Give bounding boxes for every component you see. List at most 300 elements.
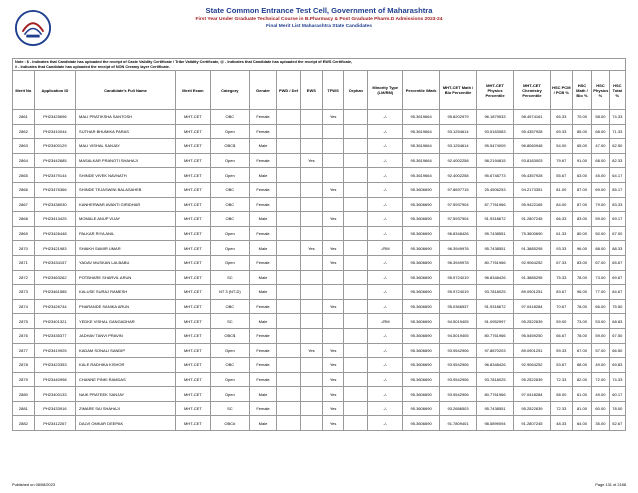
table-cell [322,168,344,183]
table-row [13,226,626,241]
table-row [13,328,626,343]
table-cell: MALI VISHAL SANJAY [76,139,176,154]
table-cell [344,168,368,183]
table-cell [300,226,322,241]
table-cell: MHT-CET [176,110,211,125]
table-cell: 53.67 [550,358,572,373]
table-cell: 95.3619664 [403,110,440,125]
table-cell: 96.8348426 [440,226,477,241]
column-header: HSC Math / Bio % [572,71,592,110]
table-cell: 95.9422165 [513,197,550,212]
table-cell: 61.33 [550,226,572,241]
table-cell: 65.33 [550,110,572,125]
table-cell: 67.00 [592,255,609,270]
table-cell: SC [210,270,249,285]
table-cell: 91.3885295 [513,241,550,256]
table-cell: MHT-CET [176,168,211,183]
table-cell [300,124,322,139]
table-cell: PH23410044 [34,124,75,139]
table-cell: -/- [368,212,403,227]
table-cell: PH23440998 [34,372,75,387]
table-cell: 64.00 [572,416,592,431]
column-header: MHT-CET Math / Bio Percentile [440,71,477,110]
table-cell [344,110,368,125]
table-cell [322,314,344,329]
table-cell: 92.9064252 [513,255,550,270]
table-cell: 60.17 [609,387,625,402]
table-cell: 58.00 [550,387,572,402]
page-number: Page 131 of 2188 [595,482,626,487]
table-cell [322,124,344,139]
table-row [13,416,626,431]
table-cell: 69.67 [609,270,625,285]
table-cell: -/- [368,372,403,387]
table-cell: 82.00 [572,372,592,387]
table-cell: 2865 [13,168,35,183]
table-cell: 89.0901251 [513,285,550,300]
table-cell: 68.00 [592,124,609,139]
table-cell: 2876 [13,328,35,343]
table-row [13,168,626,183]
table-cell: Male [249,285,276,300]
table-cell: 2879 [13,372,35,387]
table-cell: 59.00 [592,212,609,227]
table-cell: 98.5899094 [477,416,514,431]
table-cell: PH23463262 [34,270,75,285]
table-cell: PH23412267 [34,416,75,431]
table-cell: NT 3 (NT-D) [210,285,249,300]
table-cell [277,182,301,197]
table-cell: Yes [322,401,344,416]
table-cell: 78.00 [572,299,592,314]
column-header: Candidate's Full Name [76,71,176,110]
table-cell: 2874 [13,299,35,314]
table-cell: 2873 [13,285,35,300]
table-cell [344,226,368,241]
table-cell: 83.33 [609,197,625,212]
table-cell: 2864 [13,153,35,168]
note-line-2: # - Indicates that Candidate has uploaded the receipt of NON Creamy layer Certificate. [15,64,170,69]
table-cell [300,358,322,373]
table-row [13,153,626,168]
table-cell: Open [210,124,249,139]
table-cell: 2866 [13,182,35,197]
table-cell: PH23476366 [34,182,75,197]
table-cell: -/- [368,226,403,241]
table-cell: 49.00 [592,358,609,373]
table-cell: PALKAR RIYA ANIL [76,226,176,241]
table-cell: -/RM [368,241,403,256]
table-cell: Open [210,226,249,241]
table-cell: MASALKAR PRANOTI SHAHAJI [76,153,176,168]
table-cell: 75.3600690 [513,226,550,241]
table-cell [344,270,368,285]
note-line-1: Note : $ - Indicates that Candidate has uploaded the receipt of Caste Validity Certificate / Tribe Validity Certificate, @ - Indicates that Candidate has uploaded the receipt of EWS Certificate, [15,59,353,64]
table-cell: SC [210,401,249,416]
table-cell: -/- [368,182,403,197]
table-cell: 67.33 [550,255,572,270]
table-cell: 95.3619664 [403,153,440,168]
table-cell: MHT-CET [176,358,211,373]
table-cell: 92.4002258 [440,153,477,168]
table-cell: 94.2173351 [513,182,550,197]
table-cell [344,416,368,431]
table-cell: Male [249,387,276,402]
table-cell: 97.0418284 [513,299,550,314]
table-cell: OBC$ [210,328,249,343]
table-cell: Yes [300,343,322,358]
table-cell: 55.67 [550,168,572,183]
table-cell: 88.00 [592,241,609,256]
table-cell: 91.2807245 [513,416,550,431]
column-header: HSC Physics % [592,71,609,110]
table-cell [344,139,368,154]
table-cell: 98.2194815 [477,153,514,168]
table-row [13,255,626,270]
table-cell: 91.0952997 [477,314,514,329]
table-cell [322,197,344,212]
table-cell: 95.3606690 [403,343,440,358]
table-cell: 2882 [13,416,35,431]
table-cell: 54.00 [550,139,572,154]
table-cell: -/- [368,328,403,343]
table-cell: 53.00 [592,314,609,329]
table-cell: 91.9318672 [477,299,514,314]
table-cell [277,212,301,227]
table-cell: PH23413425 [34,212,75,227]
table-cell: 62.50 [609,139,625,154]
table-row [13,401,626,416]
table-cell: Yes [322,182,344,197]
table-cell: 74.33 [609,372,625,387]
table-cell: 2875 [13,314,35,329]
table-cell [322,328,344,343]
table-cell [344,372,368,387]
table-cell: ZIMARE SAI SHAHAJI [76,401,176,416]
table-cell: 52.67 [609,416,625,431]
page-title: State Common Entrance Test Cell, Government of Maharashtra [205,6,433,15]
table-cell: 70.00 [572,110,592,125]
table-cell: -/- [368,153,403,168]
table-cell: MHT-CET [176,328,211,343]
table-cell: 95.7438551 [477,401,514,416]
table-cell: 2872 [13,270,35,285]
table-cell: 95.3606690 [403,241,440,256]
table-cell: MHT-CET [176,285,211,300]
table-cell [344,285,368,300]
merit-list-table [12,70,626,431]
table-cell: MHT-CET [176,401,211,416]
table-cell: PHARANDE SANIKA ARUN [76,299,176,314]
table-cell: OBC [210,358,249,373]
table-cell [322,139,344,154]
table-cell [300,372,322,387]
table-cell: Yes [322,212,344,227]
table-cell [300,139,322,154]
table-cell: 91.3885295 [513,270,550,285]
table-cell: -/- [368,110,403,125]
column-header: MHT-CET Chemistry Percentile [513,71,550,110]
table-cell: Female [249,299,276,314]
table-cell [277,328,301,343]
table-cell: 95.0366537 [440,299,477,314]
table-cell: Male [249,314,276,329]
table-cell: 25.4506253 [477,182,514,197]
table-cell: Open [210,372,249,387]
table-cell: -/- [368,255,403,270]
table-cell: 95.3606690 [403,226,440,241]
table-cell: 95.2522639 [513,372,550,387]
table-cell: 85.00 [572,124,592,139]
table-cell [277,139,301,154]
table-cell: 95.3606690 [403,197,440,212]
table-cell [344,124,368,139]
table-cell: 83.00 [572,255,592,270]
table-cell: 84.67 [609,285,625,300]
table-cell: Female [249,255,276,270]
table-cell: Open [210,255,249,270]
table-cell: YADAV MUSKAN LALBABU [76,255,176,270]
table-cell: 67.00 [609,226,625,241]
table-cell: -/- [368,197,403,212]
column-header: HSC Total % [609,71,625,110]
table-row [13,343,626,358]
table-cell [277,255,301,270]
table-cell: -/- [368,416,403,431]
table-cell: 82.33 [609,153,625,168]
table-cell: 72.00 [592,372,609,387]
table-cell [277,124,301,139]
table-cell: 66.67 [550,328,572,343]
table-cell: 93.8183003 [513,153,550,168]
table-cell: 95.3606690 [403,270,440,285]
table-cell: MHT-CET [176,182,211,197]
table-cell: 67.50 [609,328,625,343]
table-cell: MHT-CET [176,387,211,402]
table-cell: 95.4357928 [513,124,550,139]
table-cell [344,153,368,168]
table-cell [300,255,322,270]
table-cell: MOMALE ANUP VIJAY [76,212,176,227]
table-cell: OBC# [210,416,249,431]
table-cell [300,197,322,212]
table-cell: PH23401321 [34,314,75,329]
table-cell: 91.9318672 [477,212,514,227]
table-cell: -/- [368,401,403,416]
table-cell [277,270,301,285]
table-cell: 2869 [13,226,35,241]
table-cell: Female [249,372,276,387]
table-cell: 96.8060948 [513,139,550,154]
table-row [13,182,626,197]
table-cell: 93.33 [550,241,572,256]
table-cell: MALI PRATIKSHA SANTOSH [76,110,176,125]
column-header: Minority Type (LM/RM) [368,71,403,110]
table-cell: 93.7818025 [477,285,514,300]
table-cell: 85.17 [609,182,625,197]
table-cell: 95.7438551 [477,241,514,256]
table-cell: PH23426448 [34,226,75,241]
table-cell: MHT-CET [176,139,211,154]
table-cell: 83.00 [572,212,592,227]
table-cell [300,212,322,227]
table-cell: SUTHAR BHUMIKA PARAS [76,124,176,139]
table-cell [277,416,301,431]
table-cell: PH23400129 [34,139,75,154]
table-cell: PH23426744 [34,299,75,314]
table-cell [300,182,322,197]
table-cell: 93.2686503 [440,401,477,416]
table-cell: 69.33 [550,124,572,139]
table-cell: 93.9542906 [440,372,477,387]
table-row [13,299,626,314]
table-cell: 2877 [13,343,35,358]
table-cell: 61.00 [572,387,592,402]
table-cell: 97.8870203 [477,343,514,358]
table-cell: 2868 [13,212,35,227]
table-cell [344,401,368,416]
table-cell: 95.2522639 [513,314,550,329]
table-cell: 88.33 [609,241,625,256]
table-cell [344,255,368,270]
table-cell: 93.5163083 [477,124,514,139]
table-cell: OBC [210,299,249,314]
table-cell: 94.5019405 [440,314,477,329]
table-cell: CHANNE PINKI RAMDAS [76,372,176,387]
table-cell: 58.00 [592,110,609,125]
table-cell: 72.33 [550,401,572,416]
table-cell: 95.7438551 [477,226,514,241]
table-cell: Open [210,168,249,183]
table-cell: KANHERWAR AVANTI GIRIDHAR [76,197,176,212]
table-cell: -/- [368,387,403,402]
table-cell: 95.3606690 [403,314,440,329]
table-cell: -/- [368,168,403,183]
table-cell: 95.3606690 [403,255,440,270]
table-cell: 93.9542906 [440,387,477,402]
table-cell: Open [210,343,249,358]
table-cell [277,343,301,358]
table-cell: PH23419925 [34,343,75,358]
table-cell: 2862 [13,124,35,139]
table-cell: OBC [210,197,249,212]
table-cell [344,358,368,373]
table-cell: PH23435377 [34,328,75,343]
table-cell: SHAIKH SAMIR UMAR [76,241,176,256]
table-cell: 95.8202979 [440,110,477,125]
table-cell: Yes [322,416,344,431]
table-row [13,197,626,212]
table-cell: 79.67 [550,153,572,168]
table-cell: 95.3606690 [403,182,440,197]
table-cell [300,168,322,183]
table-cell: 69.00 [592,182,609,197]
table-cell: KALE RADHIKA KISHOR [76,358,176,373]
table-cell: Yes [322,358,344,373]
table-cell: 71.33 [609,124,625,139]
table-cell: 95.3606690 [403,401,440,416]
table-cell: 93.7818025 [477,372,514,387]
table-cell [344,241,368,256]
table-cell: 50.00 [592,226,609,241]
table-cell: 59.00 [592,328,609,343]
table-cell: Yes [300,241,322,256]
table-cell: 59.00 [550,314,572,329]
table-row [13,270,626,285]
column-header: MHT-CET Physics Percentile [477,71,514,110]
table-cell: Yes [322,387,344,402]
table-cell [344,328,368,343]
table-cell [277,153,301,168]
table-cell: Male [249,212,276,227]
table-cell: SC [210,314,249,329]
table-cell: 95.3619664 [403,168,440,183]
table-row [13,358,626,373]
table-cell: 78.00 [572,328,592,343]
document-header [0,6,638,30]
table-cell: 92.4002258 [440,168,477,183]
table-cell: Open [210,387,249,402]
table-cell [344,343,368,358]
table-cell: 64.17 [609,168,625,183]
column-header: Orphan [344,71,368,110]
table-cell: 65.67 [609,255,625,270]
table-cell: 59.33 [550,343,572,358]
table-cell [300,314,322,329]
table-cell: 97.0418284 [513,387,550,402]
notes-box [12,58,626,71]
table-cell: YEDKE VISHAL GANGADHAR [76,314,176,329]
table-cell: PH23461585 [34,285,75,300]
table-cell: 96.8348426 [477,358,514,373]
table-cell [322,226,344,241]
table-cell: 69.17 [609,212,625,227]
table-cell: PH23434157 [34,255,75,270]
table-cell: 96.3949978 [440,241,477,256]
table-cell [322,153,344,168]
table-cell: PH23442685 [34,153,75,168]
table-cell: 49.00 [592,387,609,402]
table-cell: 2863 [13,139,35,154]
table-cell: Female [249,153,276,168]
table-cell: -/- [368,358,403,373]
table-cell: 74.33 [609,110,625,125]
table-row [13,241,626,256]
table-cell: PH23421983 [34,241,75,256]
table-cell: MHT-CET [176,314,211,329]
table-cell: 66.50 [609,343,625,358]
table-cell: OBC [210,212,249,227]
table-cell: 80.7761966 [477,255,514,270]
table-cell: 2861 [13,110,35,125]
table-cell: 94.5019405 [440,328,477,343]
table-cell: Yes [322,343,344,358]
table-cell: 63.00 [572,168,592,183]
table-cell: 97.8697715 [440,182,477,197]
table-cell: 95.3606690 [403,212,440,227]
table-cell: 95.3606690 [403,299,440,314]
table-cell [277,197,301,212]
table-cell: 95.6748773 [477,168,514,183]
table-cell: Female [249,197,276,212]
table-cell: 68.00 [592,153,609,168]
table-cell [344,314,368,329]
table-cell [322,285,344,300]
table-cell [344,212,368,227]
table-cell: -/RM [368,314,403,329]
page-subtitle: First Year Under Graduate Technical Course in B.Pharmacy & Post Graduate Pharm.D Admissions 2023-24 [195,17,443,22]
table-cell: Yes [322,110,344,125]
